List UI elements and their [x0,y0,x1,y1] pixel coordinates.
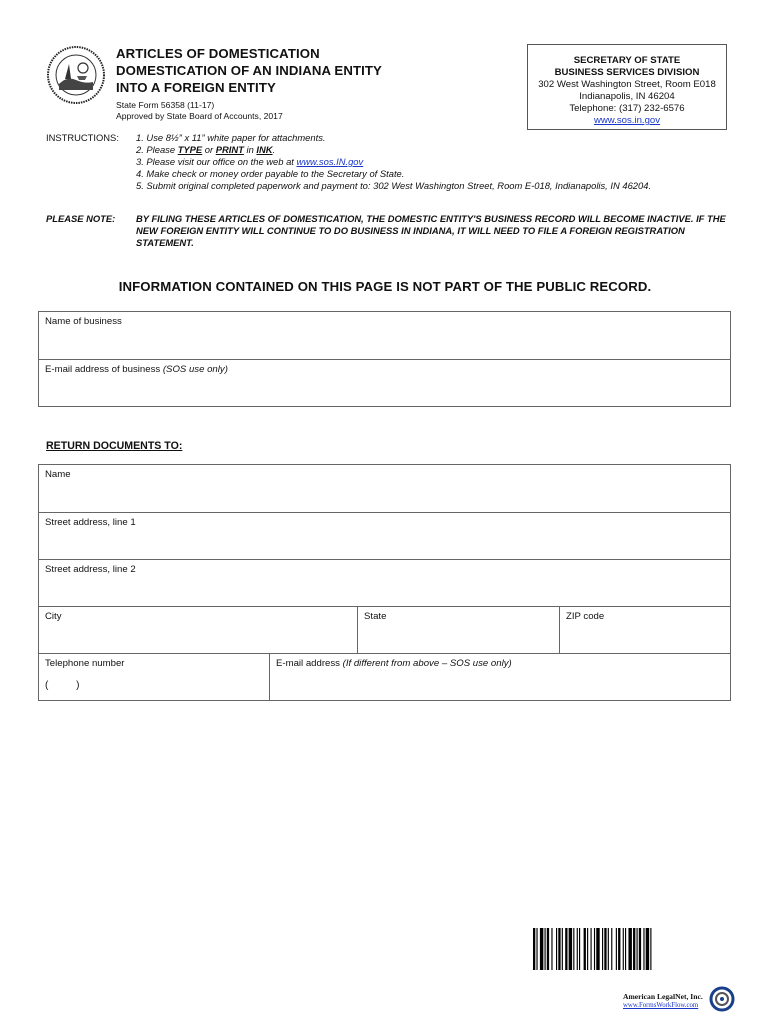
field-label: Telephone number [45,658,125,669]
barcode-bar [565,928,567,970]
footer-company: American LegalNet, Inc. [623,992,703,1001]
field-label: Street address, line 2 [45,564,136,575]
barcode-bar [628,928,631,970]
barcode-bar [551,928,552,970]
barcode-bar [618,928,620,970]
barcode-bar [584,928,586,970]
table-row [39,359,730,406]
barcode-bar [633,928,635,970]
instruction-item: 4. Make check or money order payable to the Secretary of State. [136,168,405,179]
field-note: (If different from above – SOS use only) [342,658,512,669]
city-field[interactable] [39,607,357,653]
telephone-field[interactable] [39,654,269,700]
barcode-bar [625,928,626,970]
barcode-bar [643,928,644,970]
return-email-field[interactable] [269,654,730,700]
barcode-bar [562,928,563,970]
table-row [39,465,730,512]
public-record-notice: INFORMATION CONTAINED ON THIS PAGE IS NOT PART OF THE PUBLIC RECORD. [118,279,652,294]
barcode-bar [533,928,535,970]
barcode-bar [587,928,588,970]
instructions-list [136,132,756,192]
field-label: Name [45,469,71,480]
field-label: City [45,611,62,622]
instruction-item: 3. Please visit our office on the web at www.sos.IN.gov [136,156,364,167]
field-label: E-mail address of business [45,364,163,375]
sos-web-link[interactable]: www.sos.IN.gov [296,156,364,167]
barcode-bar [646,928,649,970]
barcode-bar [547,928,549,970]
table-row [39,512,730,559]
secretary-of-state-box [527,44,727,130]
field-label: Street address, line 1 [45,517,136,528]
legalnet-swirl-icon [709,986,735,1012]
please-note-text: BY FILING THESE ARTICLES OF DOMESTICATION, THE DOMESTIC ENTITY'S BUSINESS RECORD WILL BECOME INACTIVE. IF THE NEW FOREIGN ENTITY WILL CONTINUE TO DO BUSINESS IN INDIANA, IT WILL NEED TO FILE A FOREIGN REGISTRATION STATEMENT. [136,213,726,248]
barcode-bar [577,928,578,970]
form-title-line: ARTICLES OF DOMESTICATION [116,46,320,61]
field-label: State [364,611,387,622]
barcode-bar [596,928,599,970]
zip-code-field[interactable] [559,607,730,653]
barcode-bar [556,928,557,970]
area-code-parentheses: ( ) [45,680,80,691]
barcode-bar [608,928,609,970]
barcode-bar [650,928,651,970]
barcode-bar [591,928,592,970]
barcode-bar [558,928,560,970]
sos-street: 302 West Washington Street, Room E018 [538,79,716,90]
table-row [39,559,730,606]
instruction-item: 5. Submit original completed paperwork and payment to: 302 West Washington Street, Room E-018, Indianapolis, IN 46204. [136,180,652,191]
field-label: ZIP code [566,611,605,622]
footer-url-link[interactable]: www.FormsWorkFlow.com [623,1002,699,1009]
state-field[interactable] [357,607,559,653]
barcode-bar [602,928,603,970]
street-address-1-field[interactable] [39,513,730,559]
please-note-label: PLEASE NOTE: [46,213,116,224]
return-address-table [38,464,731,701]
sos-website-link[interactable]: www.sos.in.gov [593,115,661,126]
business-email-field[interactable] [39,360,730,406]
barcode-bar [637,928,638,970]
form-title-line: INTO A FOREIGN ENTITY [116,80,276,95]
instruction-item: 1. Use 8½” x 11” white paper for attachments. [136,132,326,143]
instruction-item: 2. Please TYPE or PRINT in INK. [136,144,276,155]
form-title-block [116,45,436,122]
barcode-bar [616,928,617,970]
barcode-bar [569,928,572,970]
form-number: State Form 56358 (11-17) [116,100,215,110]
business-info-table [38,311,731,407]
approval-text: Approved by State Board of Accounts, 2017 [116,111,283,121]
barcode-bar [594,928,595,970]
american-legalnet-logo [619,986,739,1016]
business-name-field[interactable] [39,312,730,359]
barcode-bar [579,928,580,970]
field-label: Name of business [45,316,122,327]
barcode-bar [611,928,612,970]
barcode-bar [545,928,546,970]
form-title-line: DOMESTICATION OF AN INDIANA ENTITY [116,63,382,78]
barcode-bar [540,928,543,970]
table-row [39,606,730,653]
sos-telephone: Telephone: (317) 232-6576 [569,103,685,114]
barcode-bar [623,928,624,970]
street-address-2-field[interactable] [39,560,730,606]
barcode-bar [639,928,641,970]
indiana-state-seal-icon [47,46,105,104]
table-row [39,312,730,359]
field-note: (SOS use only) [162,364,228,375]
instructions-label: INSTRUCTIONS: [46,132,119,143]
return-documents-heading: RETURN DOCUMENTS TO: [46,440,183,452]
barcode [527,928,712,970]
barcode-bar [536,928,537,970]
field-label: E-mail address [276,658,343,669]
return-name-field[interactable] [39,465,730,512]
barcode-bar [573,928,574,970]
barcode-bar [604,928,606,970]
sos-title: SECRETARY OF STATE [573,55,681,66]
table-row [39,653,730,700]
sos-city: Indianapolis, IN 46204 [579,91,675,102]
sos-division: BUSINESS SERVICES DIVISION [554,67,700,78]
